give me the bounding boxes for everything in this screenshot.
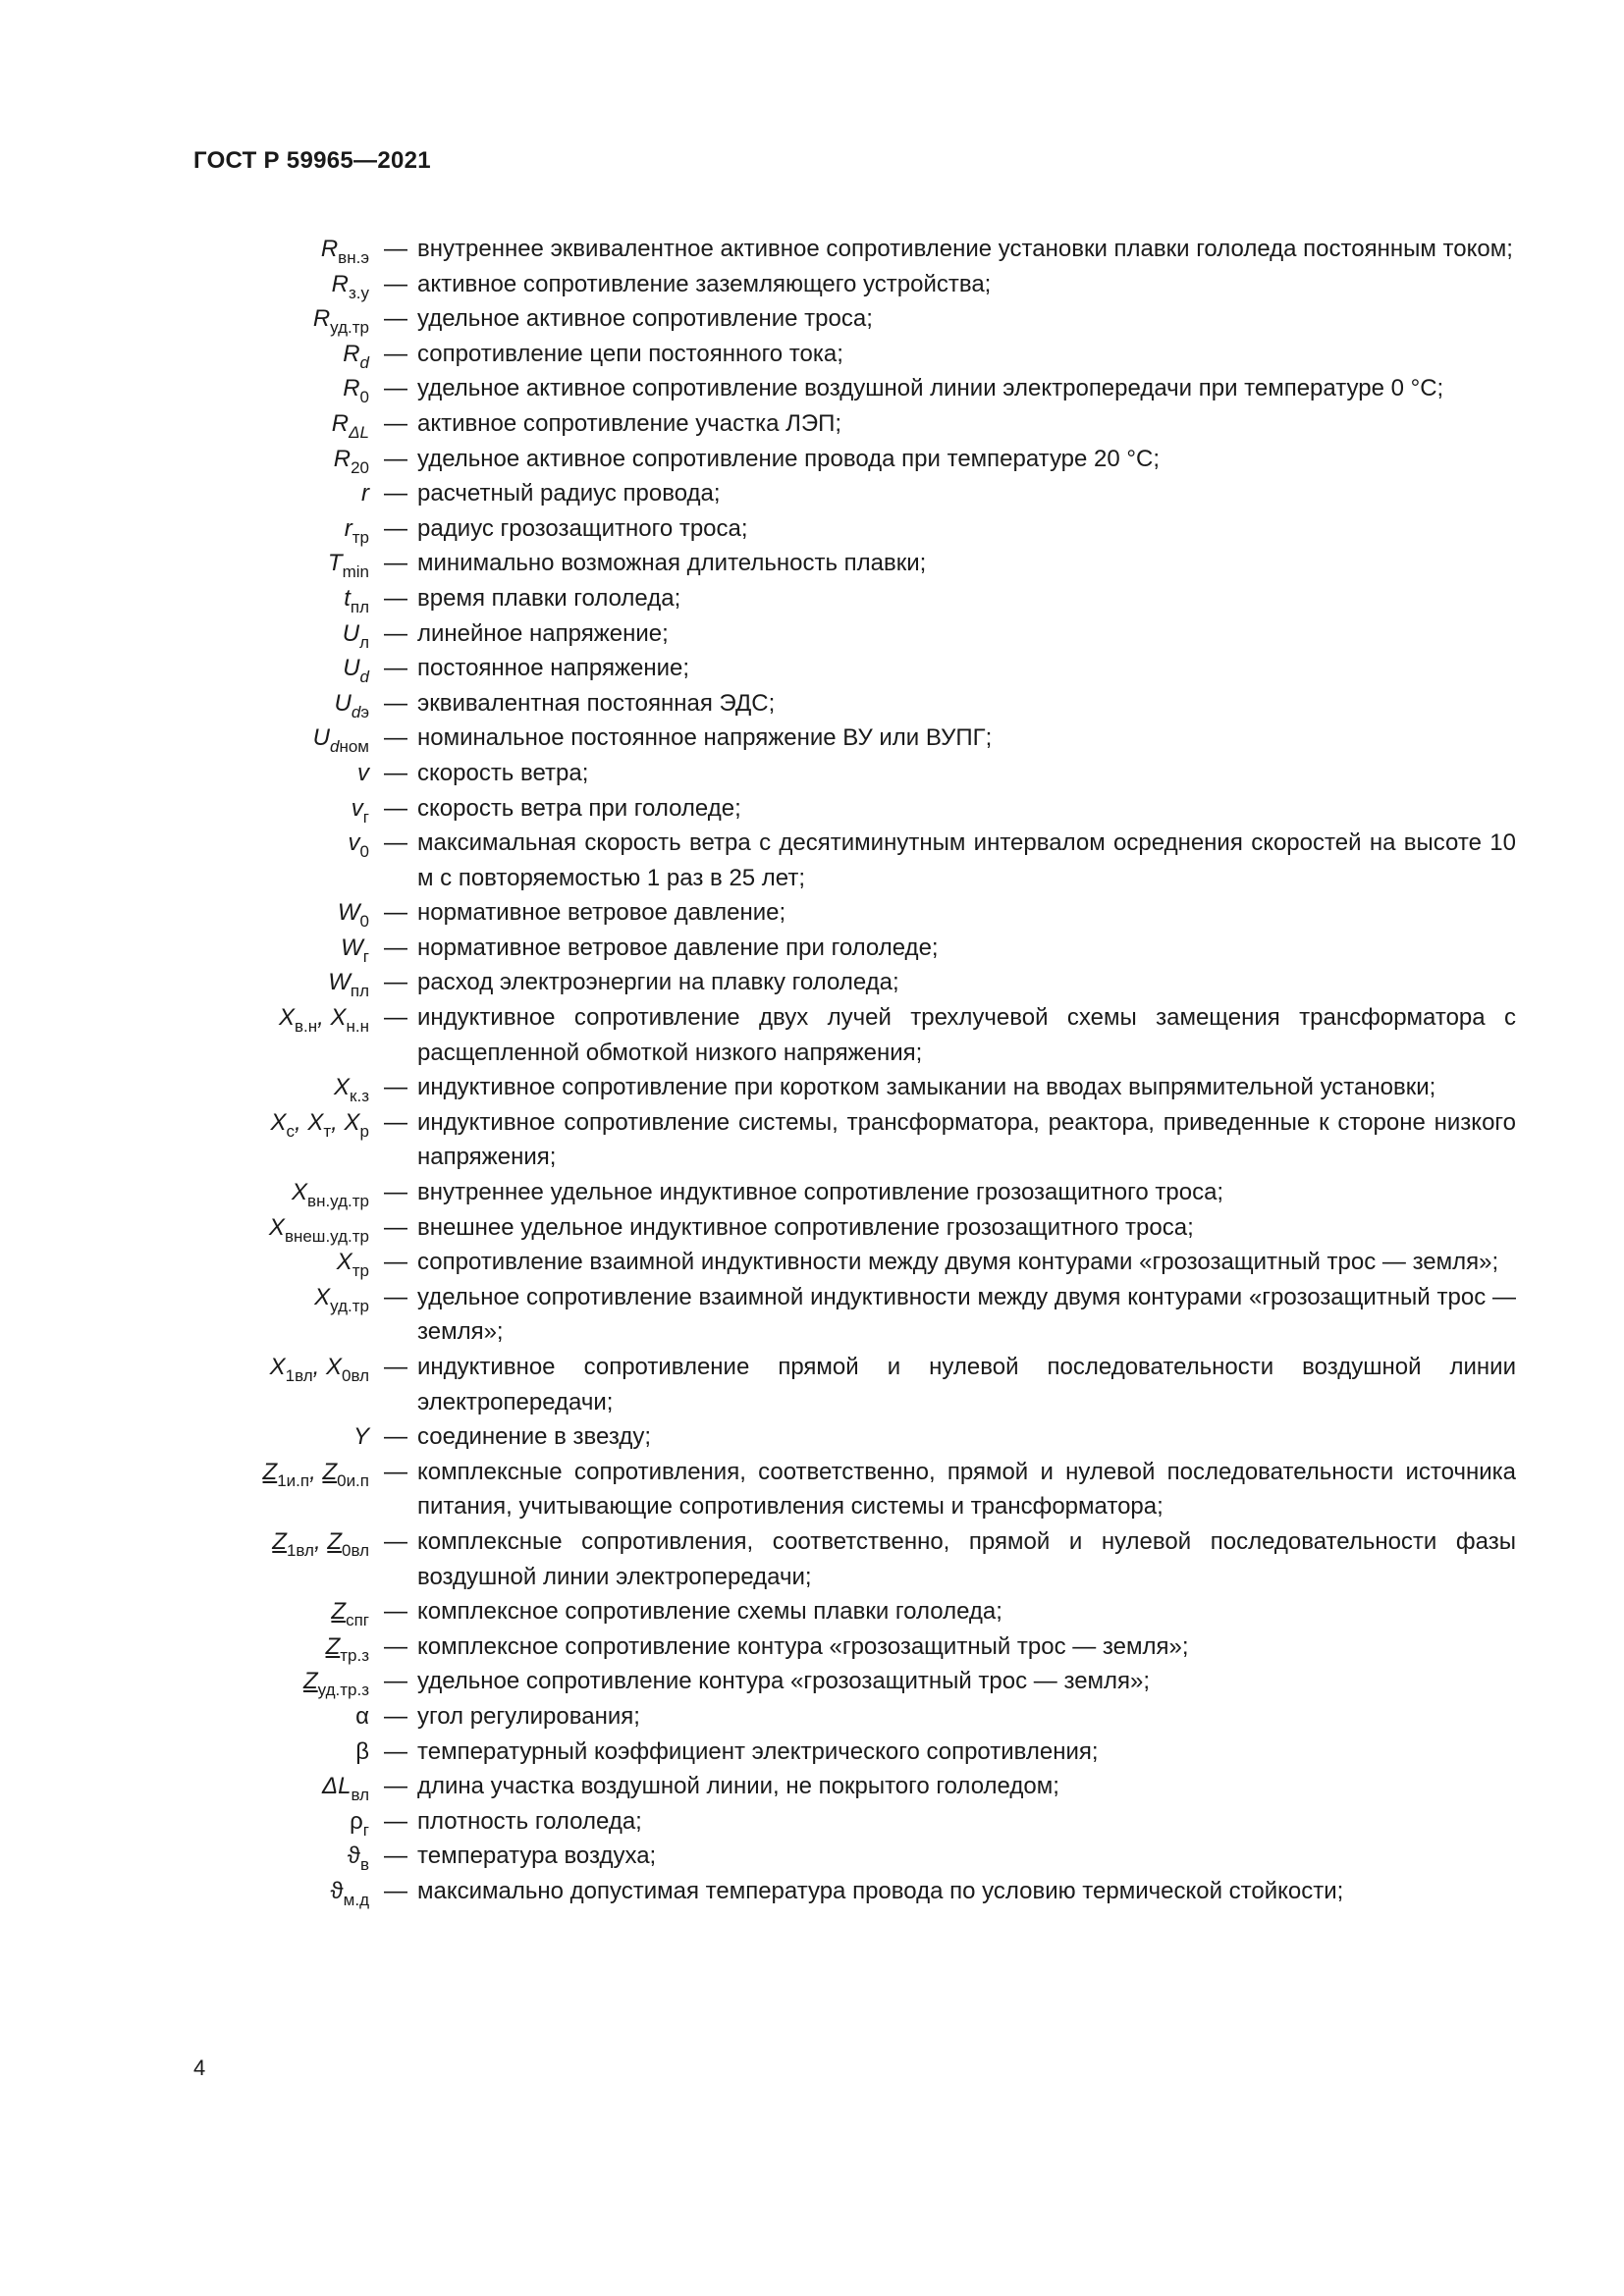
symbol-base: v <box>357 759 369 786</box>
definition-symbol <box>338 895 369 931</box>
symbol-base: X <box>330 1004 347 1032</box>
symbol-base: Z <box>325 1632 341 1660</box>
symbol-subscript: 0вл <box>341 1366 369 1385</box>
symbol-subscript: т <box>323 1121 332 1141</box>
symbol-base-underlined <box>326 1633 341 1660</box>
definition-dash: — <box>384 794 407 822</box>
symbol-subscript: м.д <box>343 1890 369 1909</box>
symbol-base: v <box>351 794 363 822</box>
definition-symbol: $X_{1вл}$, $X_{0вл}$ <box>269 1354 369 1385</box>
definition-row <box>0 581 1624 616</box>
definition-dash: — <box>384 759 407 786</box>
symbol-subscript: з.у <box>348 283 369 302</box>
definition-dash: — <box>384 969 407 996</box>
definition-dash: — <box>384 1108 407 1136</box>
symbol-base: v <box>348 829 360 857</box>
symbol-base: Y <box>352 1423 369 1451</box>
symbol-subscript: л <box>359 632 369 652</box>
definition-dash: — <box>384 1423 407 1451</box>
definition-dash: — <box>384 1842 407 1870</box>
symbol-subscript: к.з <box>350 1087 369 1106</box>
definition-symbol <box>326 1629 369 1665</box>
page-number: 4 <box>193 2056 206 2080</box>
symbol-subscript: уд.тр <box>330 1296 369 1315</box>
definition-dash: — <box>384 899 407 927</box>
symbol-subscript <box>349 423 369 442</box>
symbol-base-underlined <box>322 1459 337 1485</box>
definition-dash: — <box>384 1213 407 1241</box>
definition-dash: — <box>384 1877 407 1904</box>
definition-dash: — <box>384 1249 407 1276</box>
definition-text: постоянное напряжение; <box>417 655 690 682</box>
definition-row <box>0 1874 1624 1909</box>
symbol-base: Z <box>331 1598 347 1626</box>
definition-text: активное сопротивление участка ЛЭП; <box>417 409 842 437</box>
definition-symbol <box>337 1245 369 1280</box>
definition-row <box>0 1350 1624 1419</box>
symbol-subscript: тр.з <box>340 1645 369 1665</box>
definition-text: нормативное ветровое давление; <box>417 899 786 927</box>
definition-text: время плавки гололеда; <box>417 584 681 612</box>
symbol-subscript-italic: d <box>359 667 369 687</box>
definition-text: нормативное ветровое давление при гололеде; <box>417 934 939 961</box>
symbol-subscript: н.н <box>346 1017 369 1037</box>
definition-row <box>0 651 1624 686</box>
definition-dash: — <box>384 689 407 717</box>
symbol-base-underlined <box>303 1668 318 1694</box>
symbol-base: r <box>361 480 369 507</box>
definition-text: температурный коэффициент электрического сопротивления; <box>417 1737 1099 1765</box>
symbol-base: X <box>325 1354 342 1380</box>
definition-text: сопротивление цепи постоянного тока; <box>417 340 843 367</box>
symbol-base: R <box>331 409 350 437</box>
symbol-subscript <box>360 353 369 372</box>
symbol-subscript: г <box>362 807 369 827</box>
symbol-subscript: min <box>342 562 369 582</box>
symbol-base-underlined <box>327 1528 342 1555</box>
symbol-subscript: уд.тр.з <box>317 1681 369 1700</box>
definition-symbol <box>344 581 369 616</box>
definition-dash: — <box>384 409 407 437</box>
definition-row <box>0 1210 1624 1246</box>
definition-dash: — <box>384 305 407 333</box>
definition-symbol <box>313 301 369 337</box>
definition-row <box>0 442 1624 477</box>
definition-text: скорость ветра; <box>417 759 589 786</box>
symbol-base: Z <box>262 1458 278 1485</box>
symbol-base: r <box>344 514 352 542</box>
symbol-subscript: 1и.п <box>277 1470 310 1490</box>
definition-symbol <box>314 1280 369 1315</box>
symbol-subscript: в.н <box>294 1017 318 1037</box>
symbol-base: X <box>270 1108 287 1136</box>
symbol-base: ΔL <box>321 1773 352 1800</box>
definition-symbol <box>345 511 369 547</box>
definition-text: расход электроэнергии на плавку гололеда; <box>417 969 899 996</box>
symbol-base-underlined <box>263 1459 278 1485</box>
symbol-base: R <box>320 236 339 262</box>
symbol-base: X <box>336 1249 352 1276</box>
definition-symbol <box>332 406 369 442</box>
symbol-subscript-italic: d <box>351 702 361 721</box>
definition-row <box>0 1105 1624 1175</box>
definition-text: индуктивное сопротивление двух лучей трехлучевой схемы замещения трансформатора с расщепленной обмоткой низкого напряжения; <box>417 1004 1516 1066</box>
definition-symbol: $X_{в.н}$, $X_{н.н}$ <box>278 1004 369 1037</box>
symbol-base-underlined <box>272 1528 287 1555</box>
definition-dash: — <box>384 584 407 612</box>
definition-symbol <box>332 267 369 302</box>
definition-dash: — <box>384 375 407 402</box>
symbol-subscript: в <box>359 1855 369 1875</box>
symbol-subscript <box>360 667 369 686</box>
symbol-subscript: dном <box>330 737 369 757</box>
symbol-base: U <box>312 724 330 752</box>
definition-symbol <box>343 337 369 372</box>
definition-symbol <box>341 931 369 966</box>
definition-text: индуктивное сопротивление прямой и нулевой последовательности воздушной линии электропередачи; <box>417 1354 1516 1415</box>
symbol-base: X <box>344 1108 360 1136</box>
definition-text: комплексное сопротивление контура «грозозащитный трос — земля»; <box>417 1632 1189 1660</box>
definition-text: удельное активное сопротивление воздушной линии электропередачи при температуре 0 °С; <box>417 375 1444 402</box>
definition-symbol <box>352 791 369 827</box>
definition-row <box>0 721 1624 756</box>
definition-row <box>0 931 1624 966</box>
definition-row <box>0 232 1624 267</box>
definition-row <box>0 1524 1624 1594</box>
definition-symbol <box>313 721 369 756</box>
definition-row <box>0 791 1624 827</box>
symbol-subscript: г <box>362 1820 369 1840</box>
definition-symbol: $Z_{1вл}$, $Z_{0вл}$ <box>272 1527 369 1560</box>
definition-row <box>0 1699 1624 1735</box>
definition-dash: — <box>384 1283 407 1310</box>
definition-row <box>0 965 1624 1000</box>
symbol-base: α <box>355 1702 369 1730</box>
definition-symbol <box>322 1769 369 1804</box>
definition-symbol <box>348 1839 369 1874</box>
definition-text: расчетный радиус провода; <box>417 480 721 507</box>
definition-text: комплексное сопротивление схемы плавки гололеда; <box>417 1598 1002 1626</box>
symbol-base: Z <box>327 1527 342 1555</box>
definition-row <box>0 1419 1624 1455</box>
definition-row <box>0 546 1624 581</box>
definition-symbol <box>334 442 369 477</box>
symbol-subscript: пл <box>350 982 369 1001</box>
symbol-subscript: 1вл <box>286 1540 314 1560</box>
definition-dash: — <box>384 934 407 961</box>
definition-dash: — <box>384 445 407 472</box>
document-header: ГОСТ Р 59965—2021 <box>193 147 431 174</box>
definition-symbol <box>331 1874 369 1909</box>
definition-row <box>0 1804 1624 1840</box>
symbol-subscript: вн.э <box>338 248 369 267</box>
symbol-base: U <box>343 655 360 682</box>
symbol-base: X <box>292 1179 308 1206</box>
definition-symbol <box>349 826 369 861</box>
definition-text: сопротивление взаимной индуктивности между двумя контурами «грозозащитный трос — земля»; <box>417 1249 1499 1276</box>
symbol-base: X <box>334 1074 351 1101</box>
definition-row <box>0 511 1624 547</box>
definition-text: комплексные сопротивления, соответственно, прямой и нулевой последовательности источника питания, учитывающие сопротивления системы и трансформатора; <box>417 1458 1516 1521</box>
symbol-subscript: 0вл <box>341 1540 369 1560</box>
definition-dash: — <box>384 829 407 857</box>
definition-text: соединение в звезду; <box>417 1423 651 1451</box>
definition-symbol <box>328 546 369 581</box>
definition-text: внутреннее эквивалентное активное сопротивление установки плавки гололеда постоянным током; <box>417 236 1513 262</box>
definition-row <box>0 895 1624 931</box>
definition-symbol <box>335 686 370 721</box>
definition-row <box>0 406 1624 442</box>
definition-text: внутреннее удельное индуктивное сопротивление грозозащитного троса; <box>417 1179 1224 1206</box>
definition-row <box>0 301 1624 337</box>
symbol-subscript: 1вл <box>285 1366 313 1385</box>
symbol-base: Z <box>302 1668 318 1695</box>
definition-row <box>0 826 1624 895</box>
definition-dash: — <box>384 1527 407 1555</box>
symbol-base: X <box>268 1213 285 1241</box>
definition-dash: — <box>384 1074 407 1101</box>
definition-text: максимальная скорость ветра с десятиминутным интервалом осреднения скоростей на высоте 10 м с повторяемостью 1 раз в 25 лет; <box>417 829 1516 891</box>
symbol-base: X <box>269 1354 286 1380</box>
definition-row <box>0 1455 1624 1524</box>
definition-dash: — <box>384 655 407 682</box>
definition-dash: — <box>384 1004 407 1032</box>
symbol-base: T <box>327 550 343 577</box>
definition-symbol <box>343 616 369 652</box>
definition-row <box>0 1839 1624 1874</box>
definition-dash: — <box>384 1773 407 1800</box>
symbol-base: R <box>312 305 331 333</box>
symbol-subscript: с <box>286 1121 296 1141</box>
definition-text: линейное напряжение; <box>417 619 669 647</box>
definition-symbol <box>357 756 369 791</box>
symbol-base: Z <box>322 1458 338 1485</box>
definition-dash: — <box>384 1354 407 1380</box>
definitions-list <box>0 232 1624 1909</box>
definition-row <box>0 337 1624 372</box>
definition-dash: — <box>384 1702 407 1730</box>
definition-dash: — <box>384 236 407 262</box>
symbol-subscript: внеш.уд.тр <box>284 1226 369 1246</box>
definition-symbol <box>303 1664 369 1699</box>
definition-row <box>0 686 1624 721</box>
symbol-base: U <box>342 619 360 647</box>
definition-row <box>0 1280 1624 1350</box>
symbol-base: W <box>328 969 351 996</box>
symbol-subscript-italic: ΔL <box>349 422 369 442</box>
definition-row <box>0 267 1624 302</box>
definition-row <box>0 1594 1624 1629</box>
symbol-subscript: вл <box>351 1786 369 1805</box>
definition-text: минимально возможная длительность плавки; <box>417 550 927 577</box>
definition-text: индуктивное сопротивление при коротком замыкании на вводах выпрямительной установки; <box>417 1074 1436 1101</box>
definition-row <box>0 371 1624 406</box>
definition-dash: — <box>384 514 407 542</box>
definition-text: индуктивное сопротивление системы, трансформатора, реактора, приведенные к стороне низкого напряжения; <box>417 1108 1516 1171</box>
definition-row <box>0 476 1624 511</box>
definition-text: удельное сопротивление контура «грозозащитный трос — земля»; <box>417 1668 1151 1695</box>
definition-dash: — <box>384 1668 407 1695</box>
symbol-base: R <box>343 340 360 367</box>
symbol-subscript: 0и.п <box>337 1470 369 1490</box>
symbol-subscript: тр <box>352 527 369 547</box>
symbol-subscript: 0 <box>359 912 369 932</box>
definition-symbol <box>355 1735 369 1770</box>
definition-symbol <box>350 1804 369 1840</box>
definition-text: удельное активное сопротивление провода при температуре 20 °С; <box>417 445 1160 472</box>
definition-row <box>0 1175 1624 1210</box>
definition-row <box>0 1070 1624 1105</box>
definition-dash: — <box>384 724 407 752</box>
symbol-subscript: г <box>362 946 369 966</box>
symbol-base: ρ <box>350 1807 363 1835</box>
definition-row <box>0 756 1624 791</box>
definition-dash: — <box>384 340 407 367</box>
symbol-subscript: пл <box>350 597 369 616</box>
definition-text: комплексные сопротивления, соответственно, прямой и нулевой последовательности фазы воздушной линии электропередачи; <box>417 1527 1516 1590</box>
symbol-subscript: 0 <box>359 842 369 862</box>
definition-dash: — <box>384 1179 407 1206</box>
definition-row <box>0 1769 1624 1804</box>
definition-text: внешнее удельное индуктивное сопротивление грозозащитного троса; <box>417 1213 1194 1241</box>
definition-symbol <box>343 371 369 406</box>
definition-text: активное сопротивление заземляющего устройства; <box>417 270 992 297</box>
definition-text: плотность гололеда; <box>417 1807 642 1835</box>
definition-symbol <box>355 1699 369 1735</box>
symbol-base: R <box>331 270 349 297</box>
symbol-subscript: уд.тр <box>330 318 369 338</box>
definition-dash: — <box>384 619 407 647</box>
symbol-base: U <box>334 689 352 717</box>
symbol-subscript: тр <box>352 1261 369 1281</box>
symbol-subscript: 20 <box>351 457 369 477</box>
definition-text: номинальное постоянное напряжение ВУ или ВУПГ; <box>417 724 993 752</box>
symbol-base: ϑ <box>330 1877 344 1904</box>
symbol-base: ϑ <box>347 1842 360 1870</box>
symbol-subscript: спг <box>346 1611 369 1630</box>
symbol-subscript: р <box>359 1121 369 1141</box>
definition-symbol: $Z_{1и.п}$, $Z_{0и.п}$ <box>262 1458 369 1490</box>
symbol-subscript-italic: d <box>330 737 340 757</box>
symbol-base: X <box>307 1108 324 1136</box>
definition-dash: — <box>384 1807 407 1835</box>
symbol-base: β <box>355 1737 369 1765</box>
definition-symbol <box>292 1175 369 1210</box>
definition-text: длина участка воздушной линии, не покрытого гололедом; <box>417 1773 1059 1800</box>
definition-symbol: $X_с$, $X_т$, $X_р$ <box>270 1108 369 1141</box>
symbol-subscript: вн.уд.тр <box>307 1192 369 1211</box>
definition-row <box>0 1735 1624 1770</box>
symbol-base: W <box>341 934 363 961</box>
symbol-subscript: 0 <box>359 388 369 407</box>
definition-text: радиус грозозащитного троса; <box>417 514 748 542</box>
definition-row <box>0 1000 1624 1070</box>
definition-symbol <box>361 476 369 511</box>
definition-symbol <box>353 1419 369 1455</box>
definition-text: угол регулирования; <box>417 1702 640 1730</box>
symbol-base: R <box>343 375 360 402</box>
symbol-base: W <box>337 899 360 927</box>
definition-text: скорость ветра при гололеде; <box>417 794 741 822</box>
definition-symbol <box>343 651 369 686</box>
definition-text: температура воздуха; <box>417 1842 657 1870</box>
definition-symbol <box>328 965 369 1000</box>
symbol-base: R <box>333 445 352 472</box>
definition-text: удельное сопротивление взаимной индуктивности между двумя контурами «грозозащитный трос — земля»; <box>417 1283 1516 1346</box>
definition-text: удельное активное сопротивление троса; <box>417 305 873 333</box>
definition-dash: — <box>384 1458 407 1485</box>
definition-dash: — <box>384 1598 407 1626</box>
definition-dash: — <box>384 1632 407 1660</box>
definition-row <box>0 1664 1624 1699</box>
definition-row <box>0 1629 1624 1665</box>
definition-symbol <box>331 1594 369 1629</box>
definition-symbol <box>334 1070 369 1105</box>
symbol-base: X <box>314 1283 331 1310</box>
definition-dash: — <box>384 1737 407 1765</box>
symbol-base: Z <box>272 1527 287 1555</box>
definition-dash: — <box>384 480 407 507</box>
definition-row <box>0 616 1624 652</box>
symbol-subscript-italic: d <box>359 352 369 372</box>
symbol-base: t <box>344 584 351 612</box>
definition-symbol <box>321 232 369 267</box>
definition-row <box>0 1245 1624 1280</box>
symbol-subscript: dэ <box>351 702 369 721</box>
definition-text: эквивалентная постоянная ЭДС; <box>417 689 776 717</box>
symbol-base-underlined <box>331 1598 346 1625</box>
definition-dash: — <box>384 550 407 577</box>
definition-text: максимально допустимая температура провода по условию термической стойкости; <box>417 1877 1344 1904</box>
definition-dash: — <box>384 270 407 297</box>
symbol-base: X <box>278 1004 295 1032</box>
definition-symbol <box>269 1210 369 1246</box>
